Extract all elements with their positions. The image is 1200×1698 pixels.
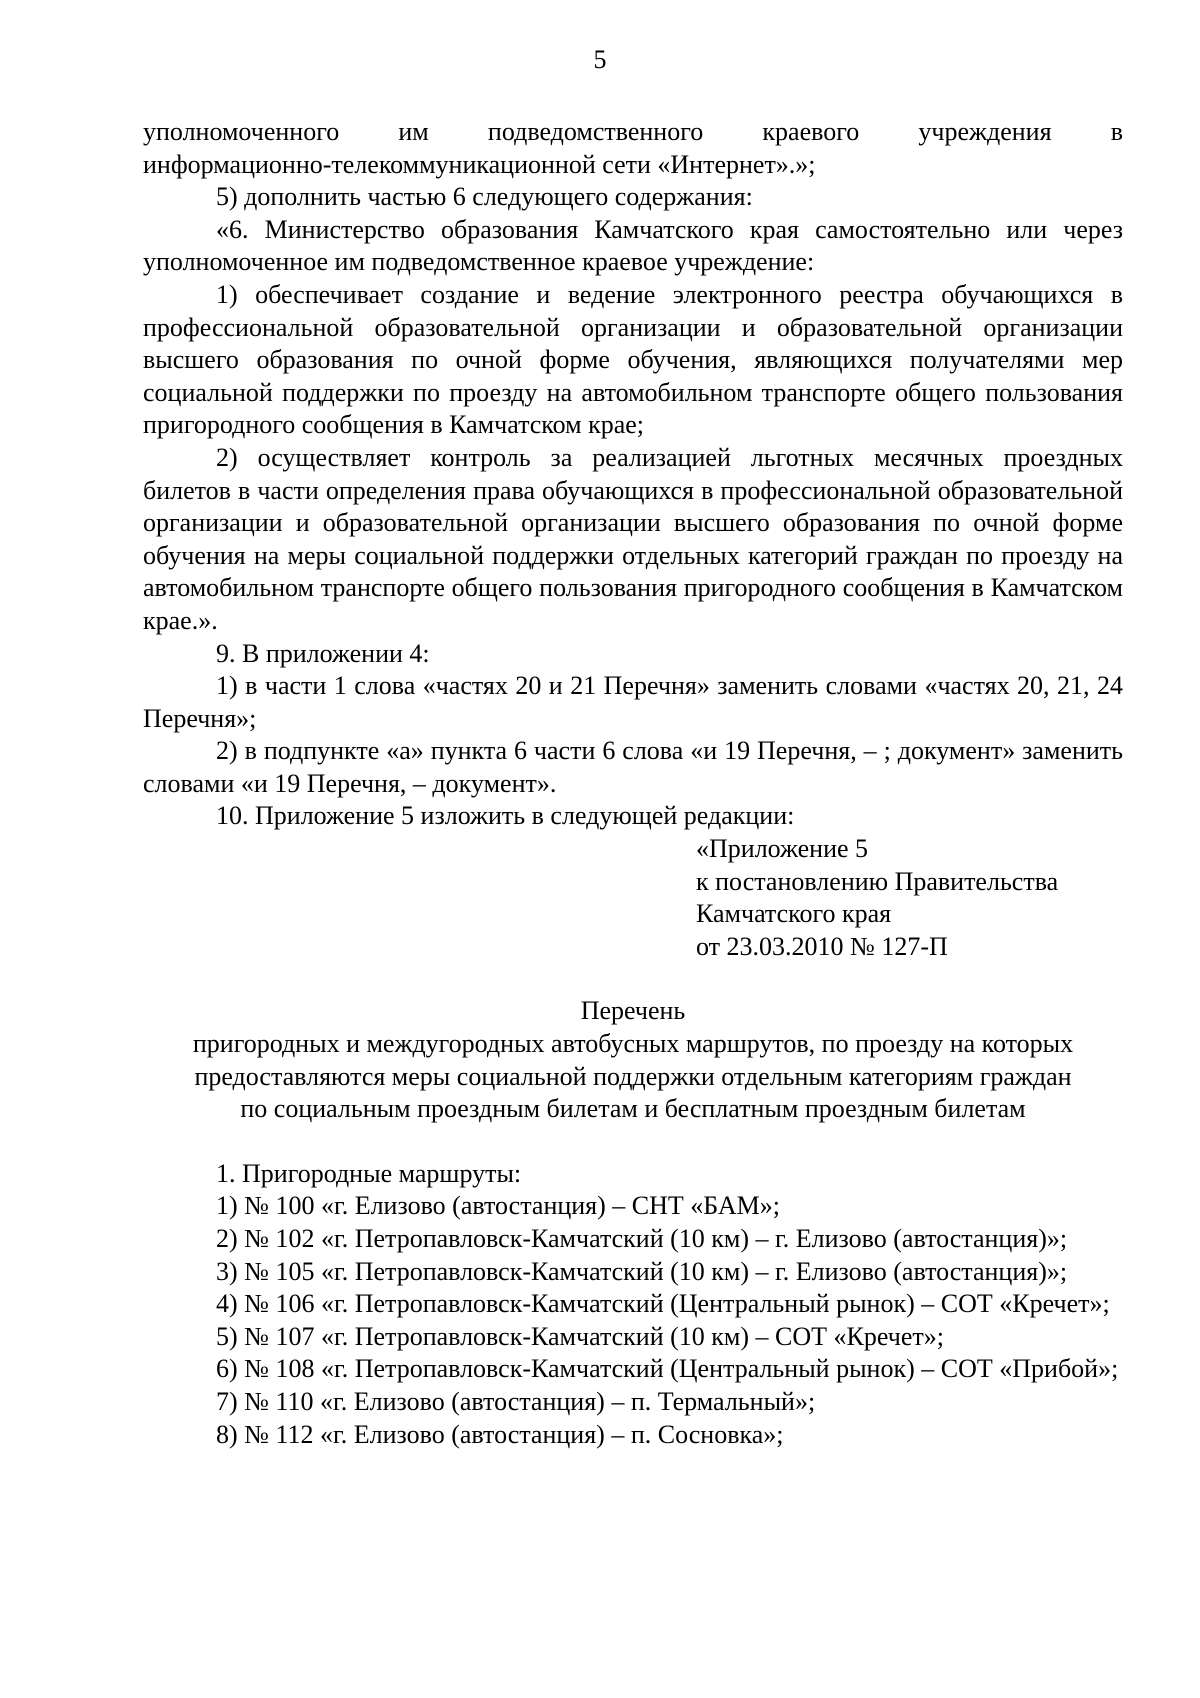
document-body xyxy=(143,116,1123,1451)
routes-heading: 1. Пригородные маршруты: xyxy=(216,1158,522,1188)
paragraph-item-9-2: 2) в подпункте «а» пункта 6 части 6 слова «и 19 Перечня, – ; документ» заменить словами «и 19 Перечня, – документ». xyxy=(143,736,1123,798)
paragraph-part-6: «6. Министерство образования Камчатского края самостоятельно или через уполномоченное им подведомственное краевое учреждение: xyxy=(143,214,1123,277)
paragraph-item-5: 5) дополнить частью 6 следующего содержания: xyxy=(216,182,753,212)
route-item: 3) № 105 «г. Петропавловск-Камчатский (10 км) – г. Елизово (автостанция)»; xyxy=(216,1256,1068,1286)
paragraph-part-6-item-2: 2) осуществляет контроль за реализацией льготных месячных проездных билетов в части определения права обучающихся в профессиональной образовательной организации и образовательной организации высшего образования по очной форме обучения на меры социальной поддержки отдельных категорий граждан по проезду на автомобильном транспорте общего пользования пригородного сообщения в Камчатском крае.». xyxy=(143,442,1123,635)
route-item: 7) № 110 «г. Елизово (автостанция) – п. Термальный»; xyxy=(216,1386,816,1416)
list-subtitle-line: пригородных и междугородных автобусных маршрутов, по проезду на которых xyxy=(192,1029,1074,1059)
list-title-block xyxy=(143,995,1123,1125)
appendix-header-line: Камчатского края xyxy=(696,899,892,929)
route-item: 5) № 107 «г. Петропавловск-Камчатский (10 км) – СОТ «Кречет»; xyxy=(216,1321,944,1351)
paragraph-continuation-end: информационно-телекоммуникационной сети «Интернет».»; xyxy=(143,149,816,179)
route-item: 8) № 112 «г. Елизово (автостанция) – п. Сосновка»; xyxy=(216,1419,784,1449)
list-subtitle-line: предоставляются меры социальной поддержки отдельным категориям граждан xyxy=(194,1061,1072,1091)
route-item: 2) № 102 «г. Петропавловск-Камчатский (10 км) – г. Елизово (автостанция)»; xyxy=(216,1224,1068,1253)
spacer xyxy=(143,1126,1123,1158)
appendix-header-line: от 23.03.2010 № 127-П xyxy=(696,931,948,961)
page-number: 5 xyxy=(593,45,607,74)
list-title: Перечень xyxy=(580,996,686,1026)
paragraph-item-9-1: 1) в части 1 слова «частях 20 и 21 Перечня» заменить словами «частях 20, 21, 24 Перечня»; xyxy=(143,671,1123,733)
appendix-header-line: к постановлению Правительства xyxy=(696,866,1059,896)
paragraph-part-6-item-1: 1) обеспечивает создание и ведение электронного реестра обучающихся в профессиональной образовательной организации и образовательной организации высшего образования по очной форме обучения, являющихся получателями мер социальной поддержки по проезду на автомобильном транспорте общего пользования пригородного сообщения в Камчатском крае; xyxy=(143,279,1123,440)
appendix-header-line: «Приложение 5 xyxy=(696,834,869,864)
paragraph-item-9: 9. В приложении 4: xyxy=(216,638,430,668)
paragraph-item-10: 10. Приложение 5 изложить в следующей редакции: xyxy=(216,801,795,831)
appendix-header xyxy=(143,833,1123,963)
list-subtitle-line: по социальным проездным билетам и бесплатным проездным билетам xyxy=(240,1094,1026,1124)
route-item: 1) № 100 «г. Елизово (автостанция) – СНТ «БАМ»; xyxy=(216,1191,781,1221)
route-item: 4) № 106 «г. Петропавловск-Камчатский (Центральный рынок) – СОТ «Кречет»; xyxy=(216,1289,1110,1319)
route-item: 6) № 108 «г. Петропавловск-Камчатский (Центральный рынок) – СОТ «Прибой»; xyxy=(216,1354,1119,1384)
paragraph-continuation-line: уполномоченного им подведомственного краевого учреждения в xyxy=(143,117,1123,146)
